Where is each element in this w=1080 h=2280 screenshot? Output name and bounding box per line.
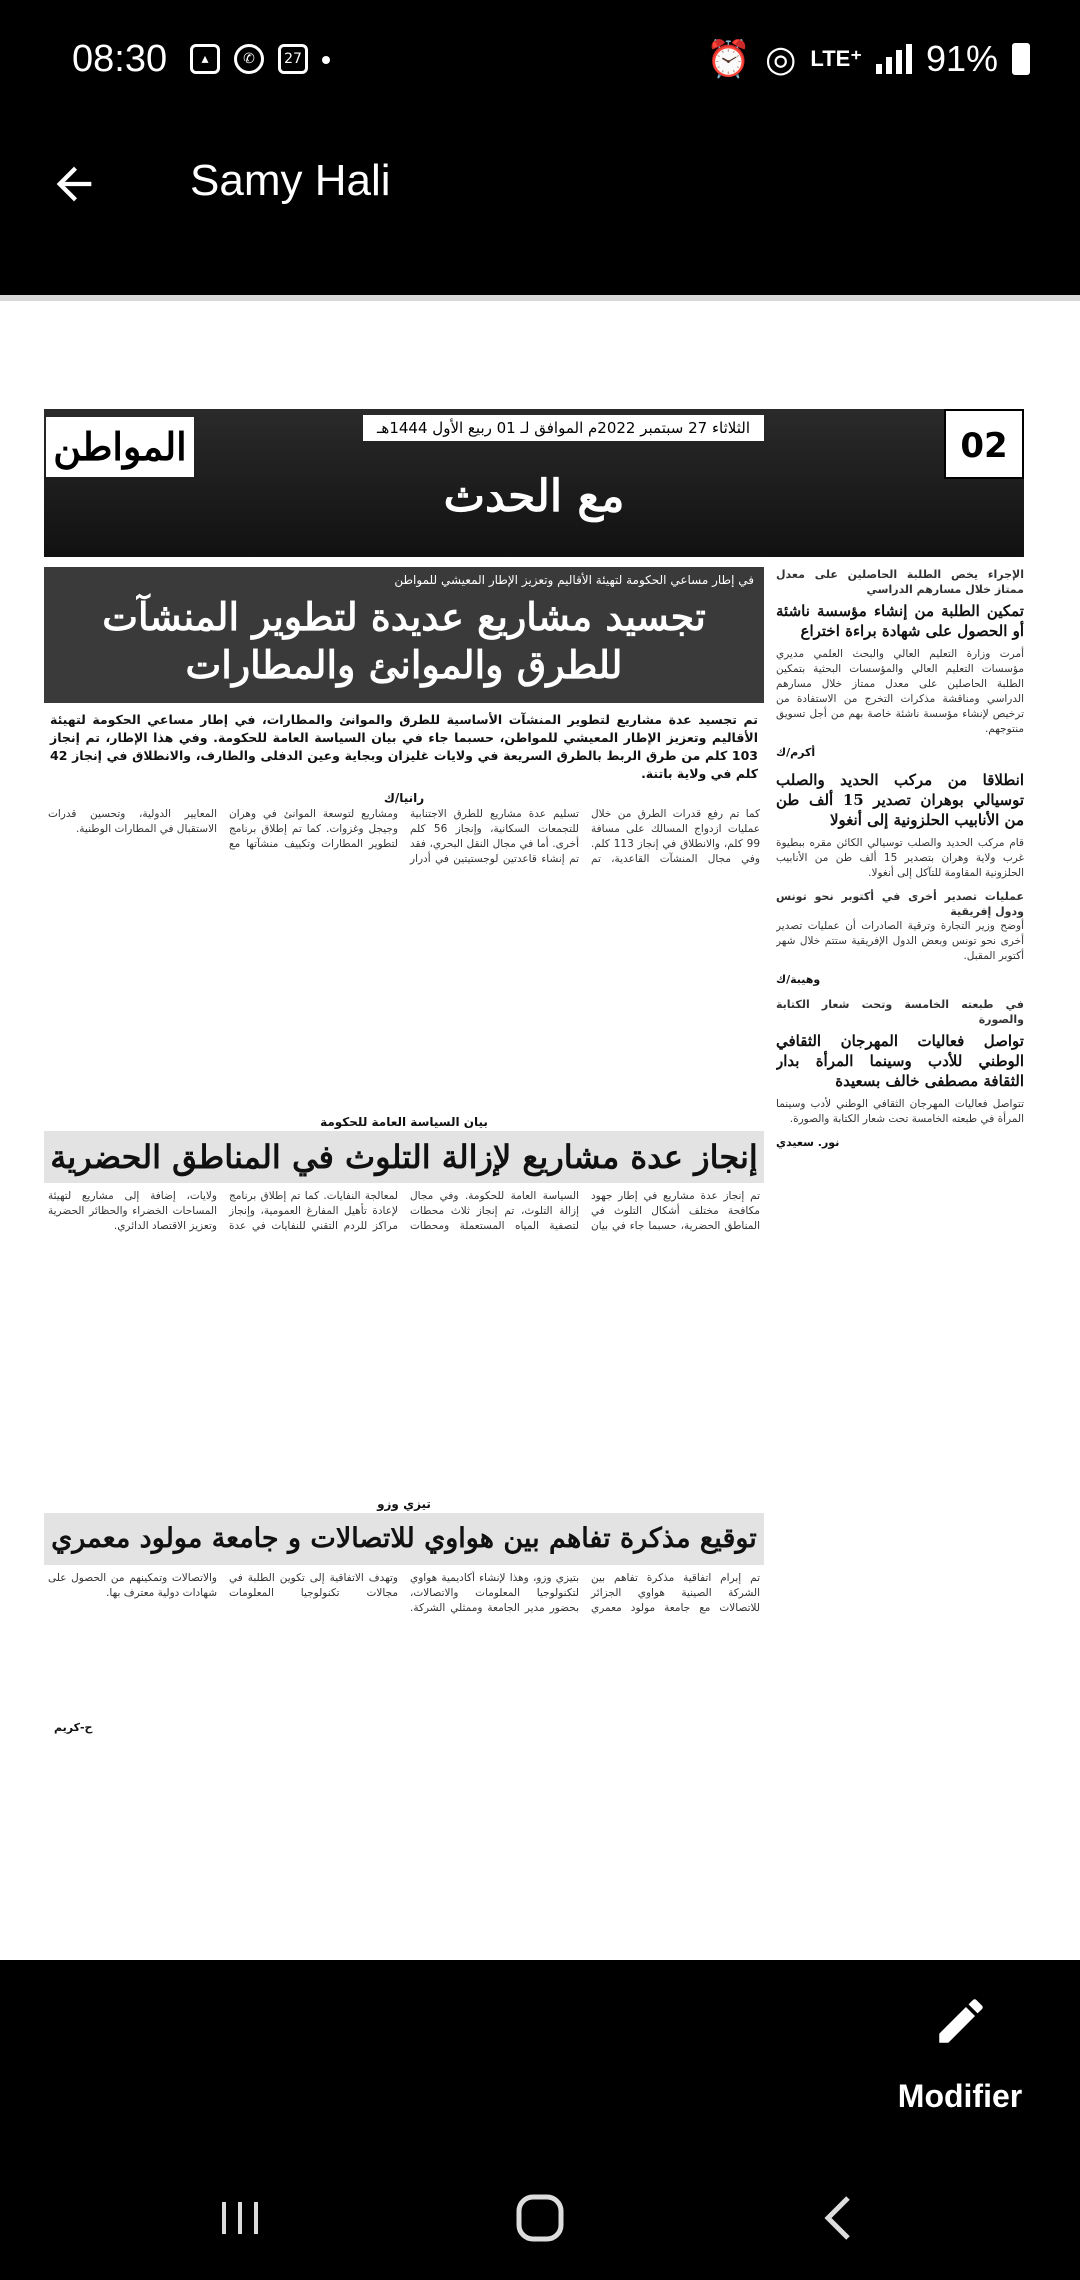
image-viewer[interactable] — [0, 295, 1080, 1960]
article-1-title: تجسيد مشاريع عديدة لتطوير المنشآت للطرق والموانئ والمطارات — [102, 594, 706, 687]
newspaper-masthead — [44, 409, 1024, 557]
newspaper-logo: المواطن — [46, 417, 194, 477]
article-2-text: تم إنجاز عدة مشاريع في إطار جهود مكافحة مختلف أشكال التلوث في المناطق الحضرية، حسبما جاء في بيان السياسة العامة للحكومة. وفي مجال إزالة التلوث، تم إنجاز ثلاث محطات لتصفية المياه المستعملة ومحطات لمعالجة النفايات. كما تم إطلاق برنامج لإعادة تأهيل المفارغ العمومية، وإنجاز مراكز للردم التقني للنفايات في عدة ولايات، إضافة إلى مشاريع لتهيئة المساحات الخضراء والحظائر الحضرية وتعزيز الاقتصاد الدائري. — [48, 1190, 760, 1232]
arrow-back-icon[interactable] — [48, 158, 100, 224]
contact-title: Samy Hali — [190, 156, 391, 205]
system-status — [706, 38, 1030, 80]
sidebar-title-4: تواصل فعاليات المهرجان الثقافي الوطني للأدب وسينما المرأة بدار الثقافة مصطفى خالف بسعيدة — [776, 1032, 1024, 1090]
app-bar — [0, 120, 1080, 295]
sidebar-body-3: أوضح وزير التجارة وترقية الصادرات أن عمليات تصدير أخرى نحو تونس وبعض الدول الإفريقية ستتم خلال شهر أكتوبر المقبل. — [776, 920, 1024, 962]
sidebar-signature-1: أكرم/ك — [776, 746, 816, 759]
battery-percent: 91% — [925, 38, 998, 79]
back-nav-icon[interactable] — [810, 2188, 870, 2248]
notification-icons — [190, 44, 330, 74]
article-3-kicker: تيزي وزو — [377, 1497, 431, 1511]
sidebar-body-2: قام مركب الحديد والصلب توسيالي الكائن مقره ببطيوة غرب ولاية وهران بتصدير 15 ألف طن من الأنابيب الحلزونية المقاومة للتآكل إلى أنغولا. — [776, 837, 1024, 879]
signal-icon — [876, 44, 912, 74]
newspaper-page — [44, 409, 1024, 1894]
sidebar-title: تمكين الطلبة من إنشاء مؤسسة ناشئة أو الحصول على شهادة براءة اختراع — [776, 602, 1024, 640]
article-2-kicker: بيان السياسة العامة للحكومة — [320, 1115, 488, 1129]
section-title: مع الحدث — [443, 471, 625, 522]
status-bar — [0, 0, 1080, 120]
article-3-signature: ح-كريم — [54, 1721, 93, 1734]
status-time: 08:30 — [72, 38, 168, 80]
sidebar-title-2: انطلاقا من مركب الحديد والصلب توسيالي بوهران تصدير 15 ألف طن من الأنابيب الحلزونية إلى أنغولا — [776, 771, 1024, 829]
whatsapp-icon: ✆ — [234, 44, 264, 74]
article-3-title: توقيع مذكرة تفاهم بين هواوي للاتصالات و جامعة مولود معمري — [51, 1523, 757, 1554]
page-number: 02 — [944, 409, 1024, 479]
sidebar-column — [776, 567, 1024, 1887]
sidebar-kicker-3: عمليات تصدير أخرى في أكتوبر نحو تونس ودول إفريقية — [776, 890, 1024, 918]
sidebar-kicker: الإجراء يخص الطلبة الحاصلين على معدل ممتاز خلال مسارهم الدراسي — [776, 568, 1024, 596]
edit-action — [0, 1960, 1080, 2150]
edit-button[interactable]: Modifier — [897, 2078, 1023, 2114]
network-label: LTE⁺ — [810, 46, 862, 71]
main-articles — [44, 567, 764, 1887]
article-1-kicker: رانيا/ك — [383, 791, 425, 805]
article-1-body — [44, 807, 764, 1107]
article-1-lead: تم تجسيد عدة مشاريع لتطوير المنشآت الأساسية للطرق والموانئ والمطارات، في إطار مساعي الحكومة لتهيئة الأقاليم وتعزيز الإطار المعيشي للمواطن، حسبما جاء في بيان السياسة العامة للحكومة. وفي هذا الإطار، تم إنجاز 103 كلم من طرق الربط بالطرق السريعة في ولايات غليزان وبجاية وعين الدفلى والطارف، والانطلاق في إنجاز 42 كلم في ولاية باتنة. — [50, 712, 758, 781]
sidebar-body-4: تتواصل فعاليات المهرجان الثقافي الوطني لأدب وسينما المرأة في طبعته الخامسة تحت شعار الكتابة والصورة. — [776, 1098, 1024, 1125]
alarm-icon: ⏰ — [706, 38, 751, 79]
system-nav-bar — [0, 2150, 1080, 2280]
recents-icon[interactable] — [210, 2188, 270, 2248]
battery-icon — [1012, 43, 1030, 75]
article-3-body — [44, 1571, 764, 1721]
sidebar-kicker-4: في طبعته الخامسة وتحت شعار الكتابة والصورة — [776, 998, 1024, 1026]
article-2-header — [44, 1131, 764, 1183]
article-3-text: تم إبرام اتفاقية مذكرة تفاهم بين الشركة الصينية هواوي الجزائر للاتصالات مع جامعة مولود معمري بتيزي وزو، وهذا لإنشاء أكاديمية هواوي لتكنولوجيا المعلومات والاتصالات، بحضور مدير الجامعة وممثلي الشركة. وتهدف الاتفاقية إلى تكوين الطلبة في مجالات تكنولوجيا المعلومات والاتصالات وتمكينهم من الحصول على شهادات دولية معترف بها. — [48, 1572, 760, 1614]
article-2-title: إنجاز عدة مشاريع لإزالة التلوث في المناطق الحضرية — [50, 1138, 758, 1176]
calendar-icon: 27 — [278, 44, 308, 74]
article-3-header — [44, 1513, 764, 1565]
article-1-header — [44, 567, 764, 703]
hotspot-icon: ◎ — [764, 38, 797, 79]
gallery-icon: ▴ — [190, 44, 220, 74]
home-icon[interactable] — [510, 2188, 570, 2248]
article-1-text: كما تم رفع قدرات الطرق من خلال عمليات ازدواج المسالك على مسافة 99 كلم، والانطلاق في إنجاز 113 كلم. وفي مجال المنشآت القاعدية، تم تسليم عدة مشاريع للطرق الاجتنابية للتجمعات السكانية، وإنجاز 56 كلم أخرى. أما في مجال النقل البحري، فقد تم إنشاء قاعدتين لوجستيتين في أدرار ومشاريع لتوسعة الموانئ في وهران وجيجل وغزوات. كما تم إطلاق برنامج لتطوير المطارات وتكييف منشآتها مع المعايير الدولية، وتحسين قدرات الاستقبال في المطارات الوطنية. — [48, 808, 761, 865]
pencil-icon[interactable] — [932, 1992, 990, 2050]
article-1-sub: في إطار مساعي الحكومة لتهيئة الأقاليم وتعزيز الإطار المعيشي للمواطن — [394, 573, 754, 587]
more-notifications-dot — [322, 56, 330, 64]
sidebar-signature-2: وهيبة/ك — [776, 973, 821, 986]
sidebar-body: أمرت وزارة التعليم العالي والبحث العلمي مديري مؤسسات التعليم العالي والمؤسسات البحثية بتمكين الطلبة الحاصلين على معدل ممتاز خلال مسارهم الدراسي ومناقشة مذكرات التخرج من الاستفادة من ترخيص لإنشاء مؤسسة ناشئة خاصة بهم من أجل تسويق منتوجهم. — [776, 648, 1024, 735]
sidebar-signature-3: نور. سعيدي — [776, 1136, 840, 1149]
article-2-body — [44, 1189, 764, 1489]
date-line: الثلاثاء 27 سبتمبر 2022م الموافق لـ 01 ربيع الأول 1444هـ — [363, 415, 764, 441]
